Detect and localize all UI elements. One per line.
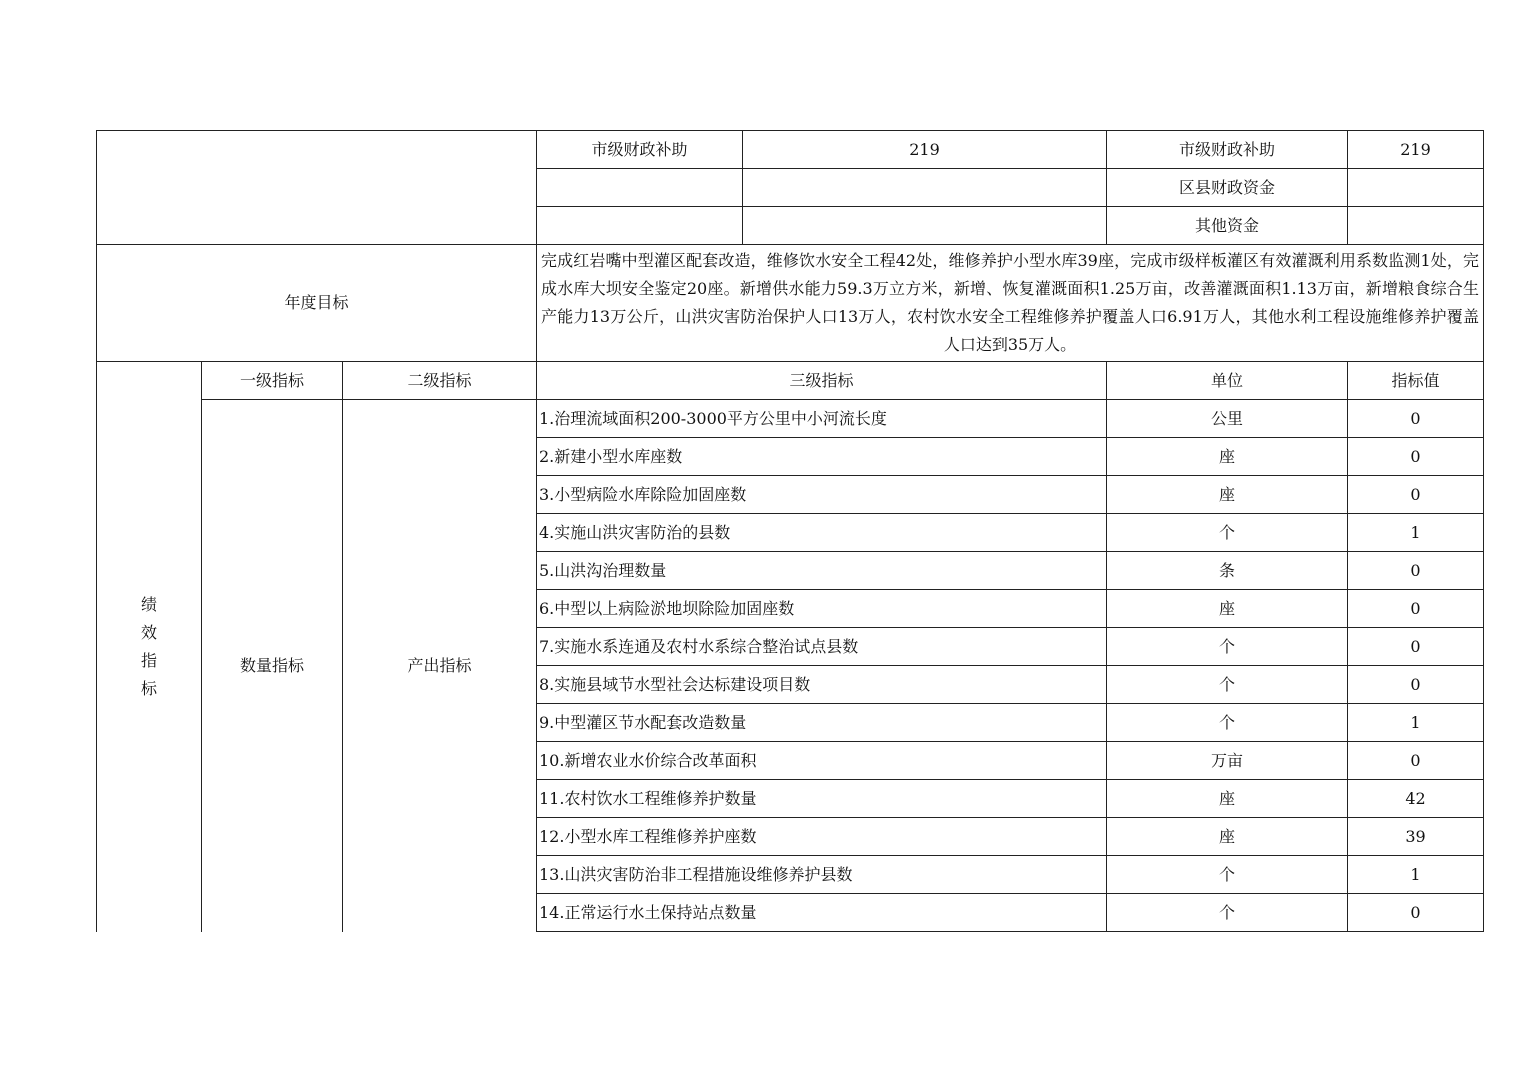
indicator-value: 0 bbox=[1348, 742, 1484, 780]
header-value: 指标值 bbox=[1348, 362, 1484, 400]
section-label-char: 绩 bbox=[140, 594, 157, 614]
indicator-value: 0 bbox=[1348, 400, 1484, 438]
indicator-row bbox=[97, 400, 1484, 438]
annual-goal-row bbox=[97, 245, 1484, 362]
indicator-name: 9.中型灌区节水配套改造数量 bbox=[537, 704, 1107, 742]
funding-source-2: 市级财政补助 bbox=[1107, 131, 1348, 169]
indicator-unit: 公里 bbox=[1107, 400, 1348, 438]
header-unit: 单位 bbox=[1107, 362, 1348, 400]
indicator-value: 1 bbox=[1348, 704, 1484, 742]
section-label-char: 标 bbox=[140, 678, 157, 698]
indicator-name: 14.正常运行水土保持站点数量 bbox=[537, 894, 1107, 932]
level1-value: 数量指标 bbox=[202, 400, 343, 932]
indicator-name: 10.新增农业水价综合改革面积 bbox=[537, 742, 1107, 780]
header-level2: 二级指标 bbox=[343, 362, 537, 400]
funding-amount-2 bbox=[1348, 207, 1484, 245]
indicator-value: 0 bbox=[1348, 628, 1484, 666]
indicator-name: 7.实施水系连通及农村水系综合整治试点县数 bbox=[537, 628, 1107, 666]
indicator-name: 11.农村饮水工程维修养护数量 bbox=[537, 780, 1107, 818]
indicator-unit: 座 bbox=[1107, 818, 1348, 856]
indicator-unit: 个 bbox=[1107, 666, 1348, 704]
funding-amount-2 bbox=[1348, 169, 1484, 207]
indicator-value: 0 bbox=[1348, 438, 1484, 476]
section-label-char: 指 bbox=[140, 650, 157, 670]
funding-source-2: 区县财政资金 bbox=[1107, 169, 1348, 207]
indicator-name: 1.治理流域面积200-3000平方公里中小河流长度 bbox=[537, 400, 1107, 438]
indicator-unit: 座 bbox=[1107, 438, 1348, 476]
indicator-name: 4.实施山洪灾害防治的县数 bbox=[537, 514, 1107, 552]
indicator-name: 5.山洪沟治理数量 bbox=[537, 552, 1107, 590]
funding-row bbox=[97, 131, 1484, 169]
indicator-header-row bbox=[97, 362, 1484, 400]
indicator-value: 39 bbox=[1348, 818, 1484, 856]
header-level3: 三级指标 bbox=[537, 362, 1107, 400]
level2-value: 产出指标 bbox=[343, 400, 537, 932]
funding-amount bbox=[743, 207, 1107, 245]
section-label-char: 效 bbox=[140, 622, 157, 642]
indicator-value: 0 bbox=[1348, 552, 1484, 590]
indicator-value: 1 bbox=[1348, 856, 1484, 894]
funding-amount bbox=[743, 169, 1107, 207]
header-level1: 一级指标 bbox=[202, 362, 343, 400]
indicator-unit: 座 bbox=[1107, 590, 1348, 628]
funding-source bbox=[537, 169, 743, 207]
indicator-value: 0 bbox=[1348, 476, 1484, 514]
funding-source-2: 其他资金 bbox=[1107, 207, 1348, 245]
indicator-value: 0 bbox=[1348, 590, 1484, 628]
funding-amount: 219 bbox=[743, 131, 1107, 169]
funding-source bbox=[537, 207, 743, 245]
indicator-unit: 条 bbox=[1107, 552, 1348, 590]
indicator-name: 6.中型以上病险淤地坝除险加固座数 bbox=[537, 590, 1107, 628]
annual-goal-label: 年度目标 bbox=[97, 245, 537, 362]
annual-goal-text: 完成红岩嘴中型灌区配套改造，维修饮水安全工程42处，维修养护小型水库39座，完成市级样板灌区有效灌溉利用系数监测1处，完成水库大坝安全鉴定20座。新增供水能力59.3万立方米，新增、恢复灌溉面积1.25万亩，改善灌溉面积1.13万亩，新增粮食综合生产能力13万公斤，山洪灾害防治保护人口13万人，农村饮水安全工程维修养护覆盖人口6.91万人，其他水利工程设施维修养护覆盖人口达到35万人。 bbox=[537, 245, 1484, 362]
indicator-unit: 座 bbox=[1107, 780, 1348, 818]
indicator-unit: 个 bbox=[1107, 628, 1348, 666]
indicator-name: 12.小型水库工程维修养护座数 bbox=[537, 818, 1107, 856]
indicator-unit: 万亩 bbox=[1107, 742, 1348, 780]
indicator-value: 0 bbox=[1348, 666, 1484, 704]
indicator-name: 2.新建小型水库座数 bbox=[537, 438, 1107, 476]
funding-amount-2: 219 bbox=[1348, 131, 1484, 169]
indicator-name: 8.实施县域节水型社会达标建设项目数 bbox=[537, 666, 1107, 704]
performance-target-table bbox=[96, 130, 1484, 932]
funding-source: 市级财政补助 bbox=[537, 131, 743, 169]
funding-label-cell bbox=[97, 131, 537, 245]
indicator-unit: 个 bbox=[1107, 894, 1348, 932]
indicator-name: 3.小型病险水库除险加固座数 bbox=[537, 476, 1107, 514]
indicator-unit: 个 bbox=[1107, 704, 1348, 742]
indicator-unit: 座 bbox=[1107, 476, 1348, 514]
performance-section-label bbox=[97, 362, 202, 932]
indicator-value: 0 bbox=[1348, 894, 1484, 932]
indicator-unit: 个 bbox=[1107, 856, 1348, 894]
indicator-value: 42 bbox=[1348, 780, 1484, 818]
indicator-value: 1 bbox=[1348, 514, 1484, 552]
indicator-unit: 个 bbox=[1107, 514, 1348, 552]
indicator-name: 13.山洪灾害防治非工程措施设维修养护县数 bbox=[537, 856, 1107, 894]
